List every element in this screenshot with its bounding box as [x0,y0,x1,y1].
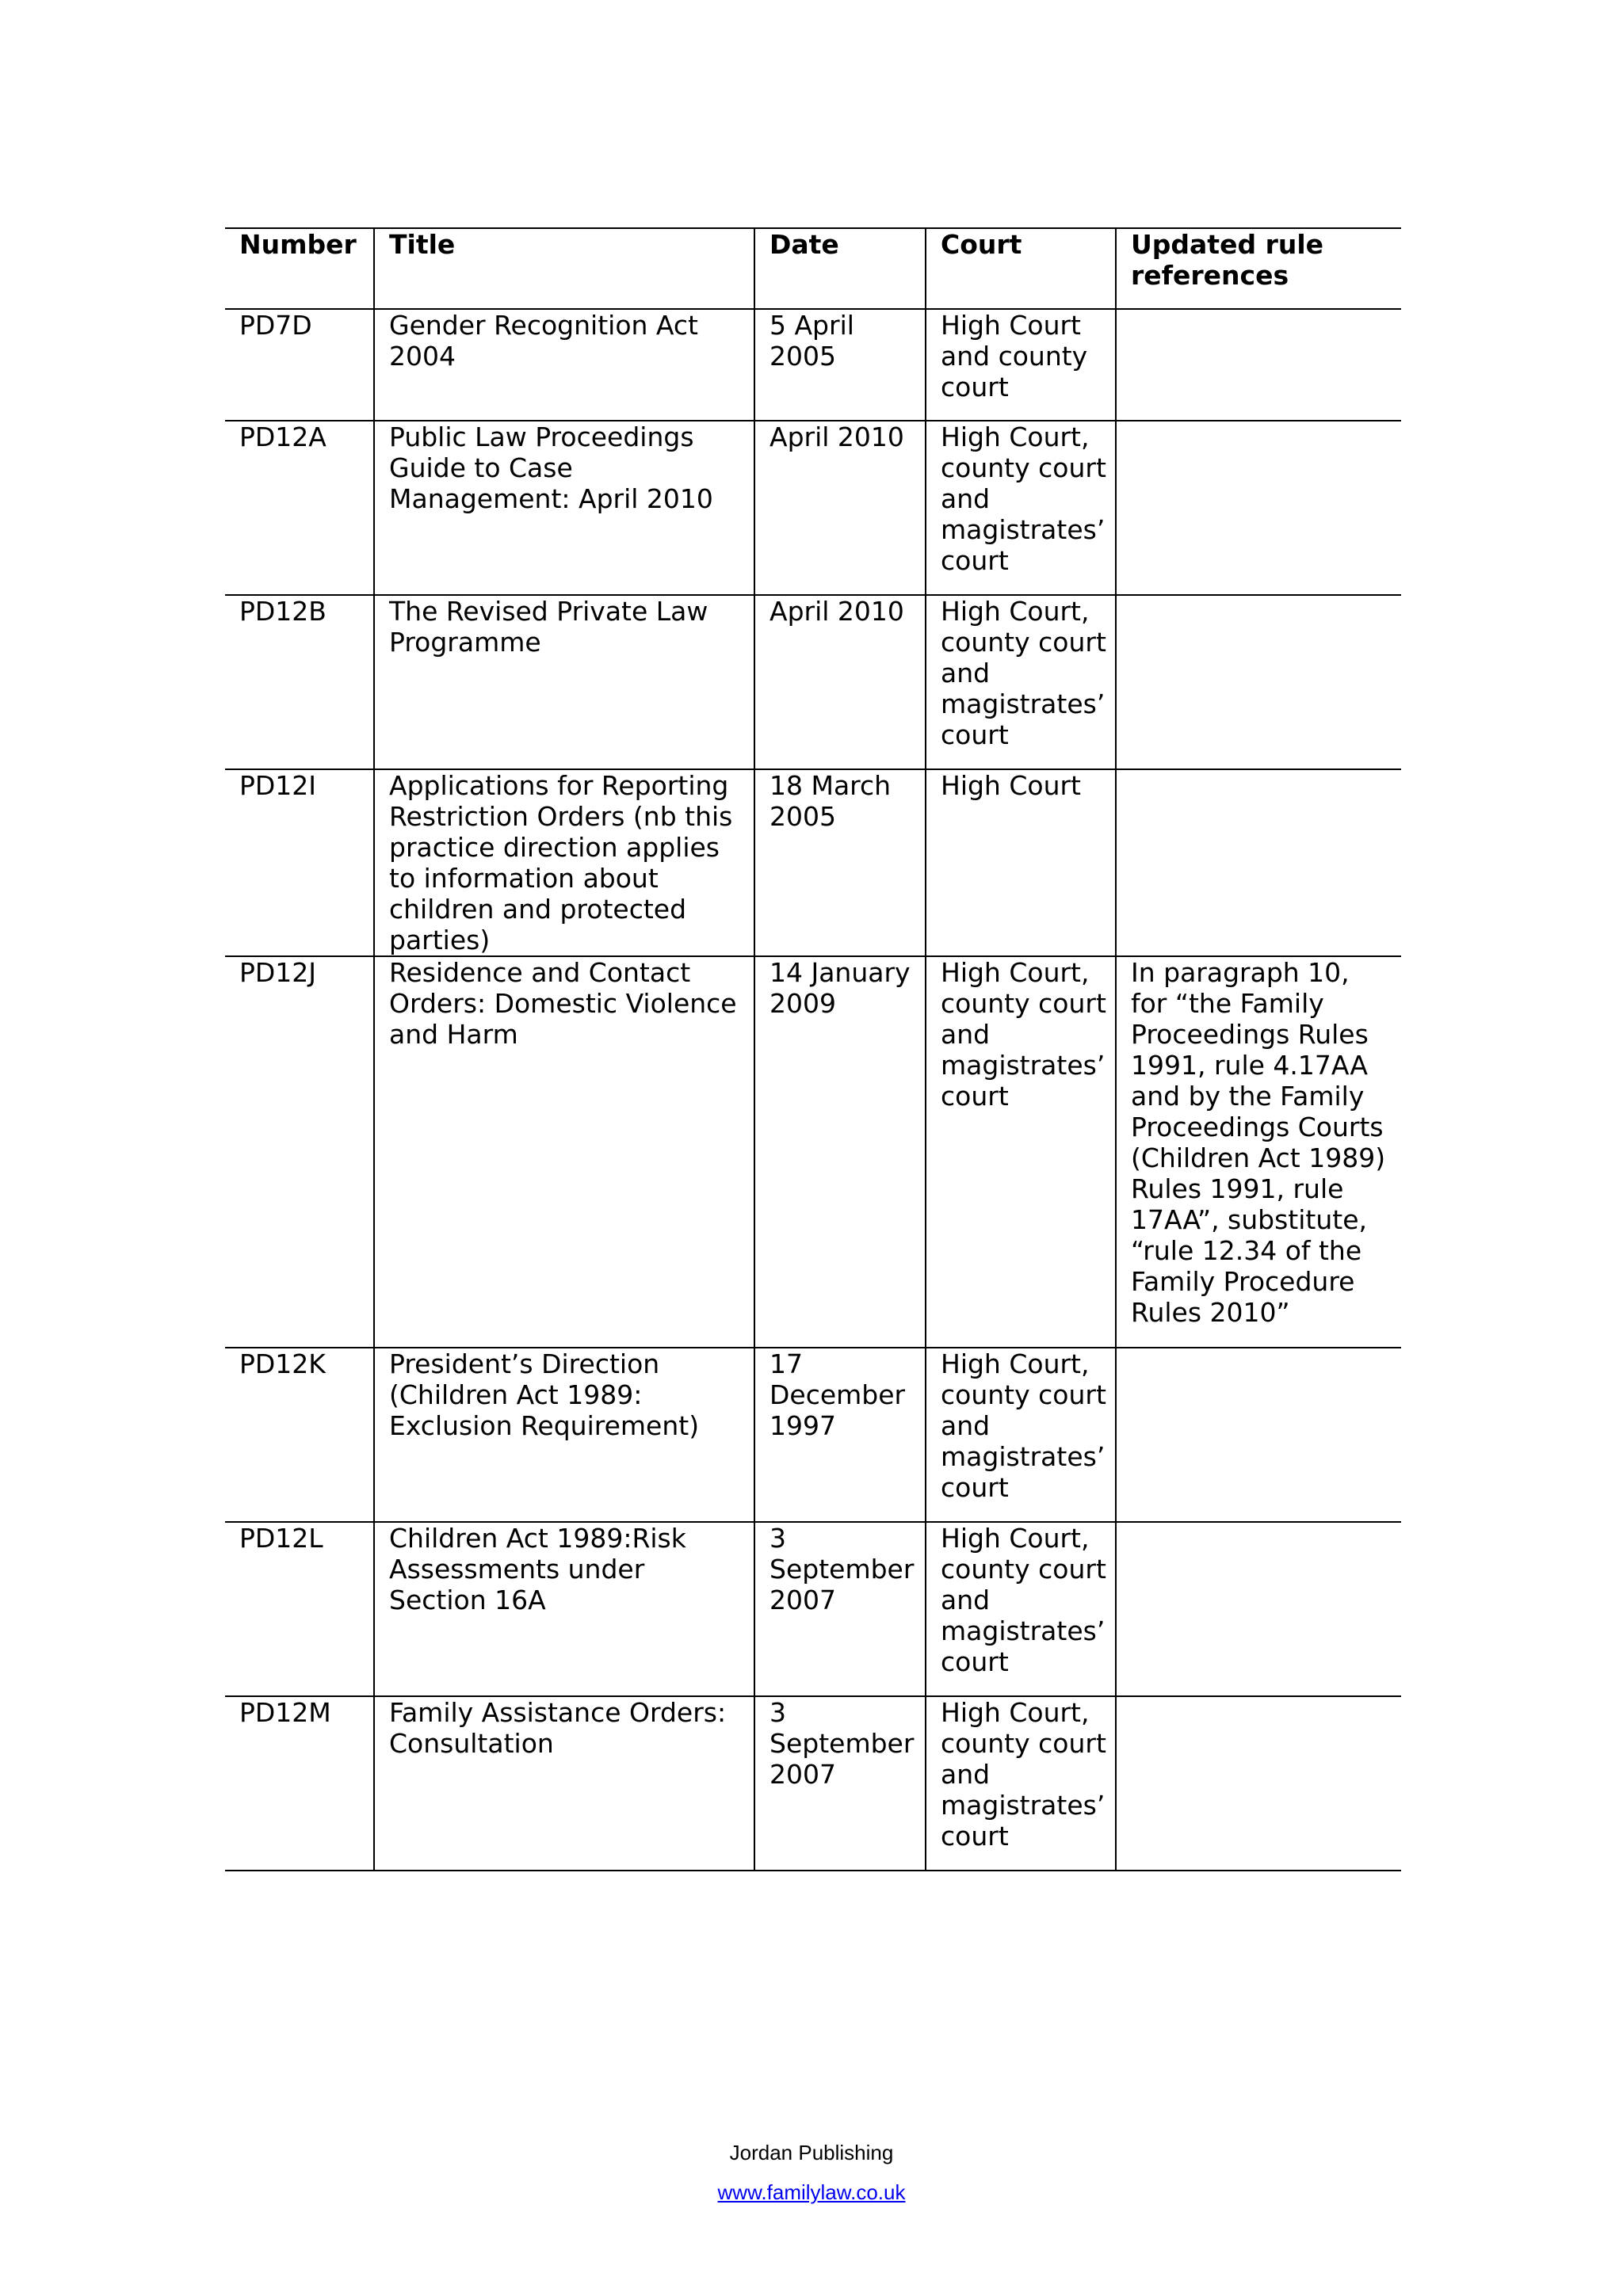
cell-title: Public Law Proceedings Guide to Case Management: April 2010 [374,421,754,595]
cell-number: PD7D [225,309,374,421]
header-court: Court [926,228,1116,309]
cell-rule [1116,1522,1401,1696]
header-title: Title [374,228,754,309]
cell-date: 5 April 2005 [754,309,926,421]
table-row [225,595,1401,769]
cell-title: President’s Direction (Children Act 1989: Exclusion Requirement) [374,1348,754,1522]
cell-title: Family Assistance Orders: Consultation [374,1696,754,1871]
table-row [225,1696,1401,1871]
cell-rule [1116,1348,1401,1522]
table-row [225,956,1401,1348]
cell-title: Applications for Reporting Restriction Orders (nb this practice direction applies to information about children and protected parties) [374,769,754,956]
cell-rule [1116,769,1401,956]
header-number: Number [225,228,374,309]
table-row [225,1348,1401,1522]
cell-court: High Court, county court and magistrates’ court [926,1348,1116,1522]
table-header-row [225,228,1401,309]
table-row [225,769,1401,956]
cell-date: April 2010 [754,421,926,595]
cell-title: Gender Recognition Act 2004 [374,309,754,421]
cell-number: PD12I [225,769,374,956]
table-row [225,309,1401,421]
cell-title: The Revised Private Law Programme [374,595,754,769]
cell-date: April 2010 [754,595,926,769]
cell-court: High Court, county court and magistrates’ court [926,1696,1116,1871]
cell-rule [1116,1696,1401,1871]
footer-publisher: Jordan Publishing [729,2141,894,2164]
cell-number: PD12M [225,1696,374,1871]
cell-court: High Court, county court and magistrates’ court [926,956,1116,1348]
cell-date: 17 December 1997 [754,1348,926,1522]
cell-title: Residence and Contact Orders: Domestic Violence and Harm [374,956,754,1348]
cell-date: 3 September 2007 [754,1522,926,1696]
cell-number: PD12B [225,595,374,769]
cell-court: High Court, county court and magistrates’ court [926,595,1116,769]
cell-number: PD12J [225,956,374,1348]
cell-court: High Court, county court and magistrates’ court [926,1522,1116,1696]
cell-rule: In paragraph 10, for “the Family Proceedings Rules 1991, rule 4.17AA and by the Family Proceedings Courts (Children Act 1989) Rules 1991, rule 17AA”, substitute, “rule 12.34 of the Family Procedure Rules 2010” [1116,956,1401,1348]
table-row [225,421,1401,595]
cell-date: 14 January 2009 [754,956,926,1348]
footer-website-link[interactable]: www.familylaw.co.uk [717,2180,906,2204]
cell-rule [1116,309,1401,421]
cell-rule [1116,421,1401,595]
cell-court: High Court and county court [926,309,1116,421]
cell-number: PD12K [225,1348,374,1522]
cell-title: Children Act 1989:Risk Assessments under Section 16A [374,1522,754,1696]
cell-number: PD12A [225,421,374,595]
header-updated-rule-references: Updated rule references [1116,228,1401,309]
table-row [225,1522,1401,1696]
practice-directions-table [225,227,1401,1871]
cell-date: 18 March 2005 [754,769,926,956]
cell-date: 3 September 2007 [754,1696,926,1871]
cell-rule [1116,595,1401,769]
header-date: Date [754,228,926,309]
cell-court: High Court, county court and magistrates’ court [926,421,1116,595]
cell-court: High Court [926,769,1116,956]
cell-number: PD12L [225,1522,374,1696]
